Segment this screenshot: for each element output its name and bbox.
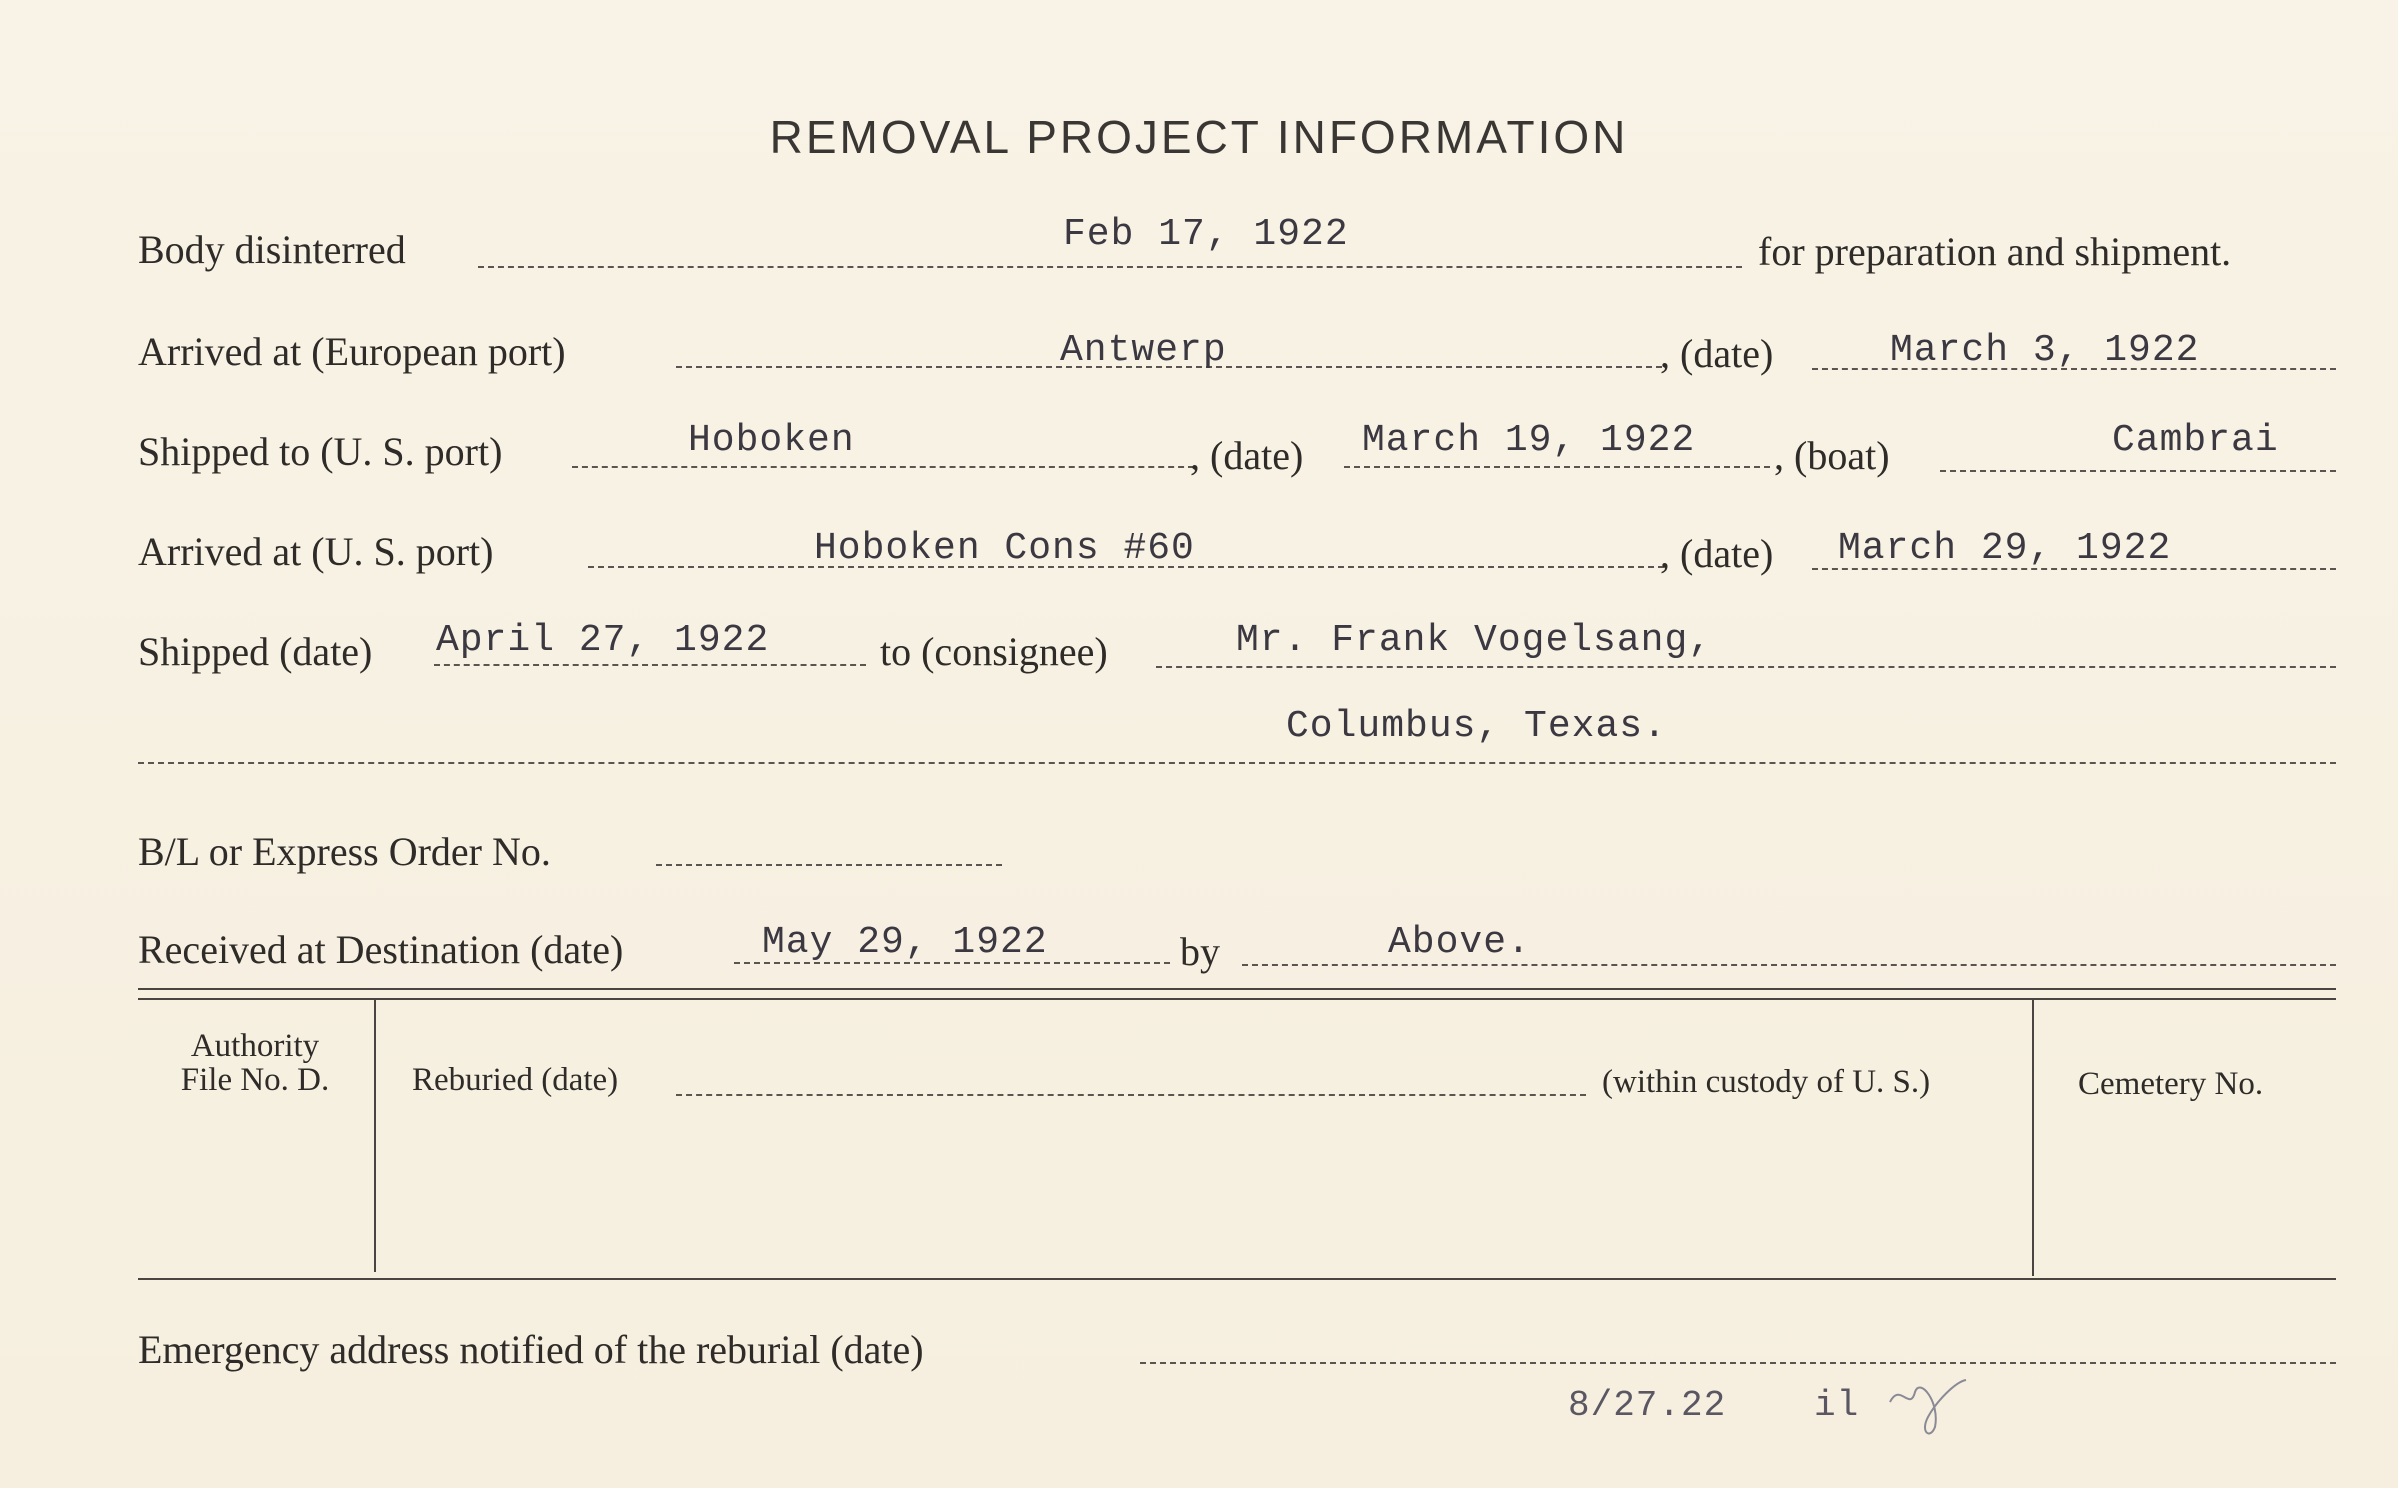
consignee-label: to (consignee)	[880, 629, 1108, 674]
consignee-line1-value: Mr. Frank Vogelsang,	[1236, 619, 1713, 662]
authority-label-line2: File No. D.	[180, 1062, 330, 1098]
consignee-line2-value: Columbus, Texas.	[1286, 705, 1667, 748]
footer-note-initials: il	[1814, 1385, 1860, 1426]
shipped-us-port-date-line	[1344, 466, 1770, 468]
received-date-value: May 29, 1922	[762, 921, 1048, 964]
shipped-us-port-boat-line	[1940, 470, 2336, 472]
arrived-european-date-value: March 3, 1922	[1890, 329, 2200, 372]
reburied-line	[676, 1094, 1586, 1096]
shipped-us-port-line	[572, 466, 1194, 468]
form-title: REMOVAL PROJECT INFORMATION	[769, 111, 1629, 163]
footer-note-date: 8/27.22	[1568, 1385, 1727, 1426]
consignee-second-line	[138, 762, 2336, 764]
received-by-line	[1242, 964, 2336, 966]
shipped-date-line	[434, 664, 866, 666]
arrived-european-date-label: , (date)	[1660, 331, 1774, 376]
table-bottom-rule	[138, 1278, 2336, 1280]
emergency-label: Emergency address notified of the reburial (date)	[138, 1327, 924, 1372]
shipped-us-port-label: Shipped to (U. S. port)	[138, 429, 503, 474]
authority-label-line1: Authority	[190, 1028, 320, 1064]
arrived-us-port-date-label: , (date)	[1660, 531, 1774, 576]
handwritten-mark-icon	[1880, 1372, 1970, 1442]
received-label: Received at Destination (date)	[138, 927, 624, 972]
bl-order-label: B/L or Express Order No.	[138, 829, 551, 874]
shipped-date-value: April 27, 1922	[436, 619, 770, 662]
arrived-european-value: Antwerp	[1060, 329, 1227, 372]
shipped-us-port-date-label: , (date)	[1190, 433, 1304, 478]
custody-label: (within custody of U. S.)	[1602, 1064, 1931, 1100]
received-by-value: Above.	[1388, 921, 1531, 964]
reburied-label: Reburied (date)	[412, 1062, 619, 1098]
cemetery-label: Cemetery No.	[2078, 1066, 2264, 1102]
arrived-us-port-label: Arrived at (U. S. port)	[138, 529, 494, 574]
arrived-us-port-value: Hoboken Cons #60	[814, 527, 1195, 570]
received-by-label: by	[1180, 929, 1220, 974]
table-divider-left	[374, 1000, 376, 1272]
table-top-rule-2	[138, 998, 2336, 1000]
body-disinterred-suffix: for preparation and shipment.	[1758, 229, 2232, 274]
consignee-line	[1156, 666, 2336, 668]
table-top-rule-1	[138, 988, 2336, 990]
shipped-date-label: Shipped (date)	[138, 629, 373, 674]
emergency-line	[1140, 1362, 2336, 1364]
shipped-us-port-boat-value: Cambrai	[2112, 419, 2279, 462]
arrived-european-label: Arrived at (European port)	[138, 329, 566, 374]
arrived-us-port-date-value: March 29, 1922	[1838, 527, 2172, 570]
shipped-us-port-date-value: March 19, 1922	[1362, 419, 1696, 462]
body-disinterred-label: Body disinterred	[138, 227, 406, 272]
shipped-us-port-boat-label: , (boat)	[1774, 433, 1890, 478]
shipped-us-port-value: Hoboken	[688, 419, 855, 462]
bl-order-line	[656, 864, 1002, 866]
table-divider-right	[2032, 1000, 2034, 1276]
body-disinterred-line	[478, 266, 1742, 268]
body-disinterred-value: Feb 17, 1922	[1063, 213, 1349, 256]
